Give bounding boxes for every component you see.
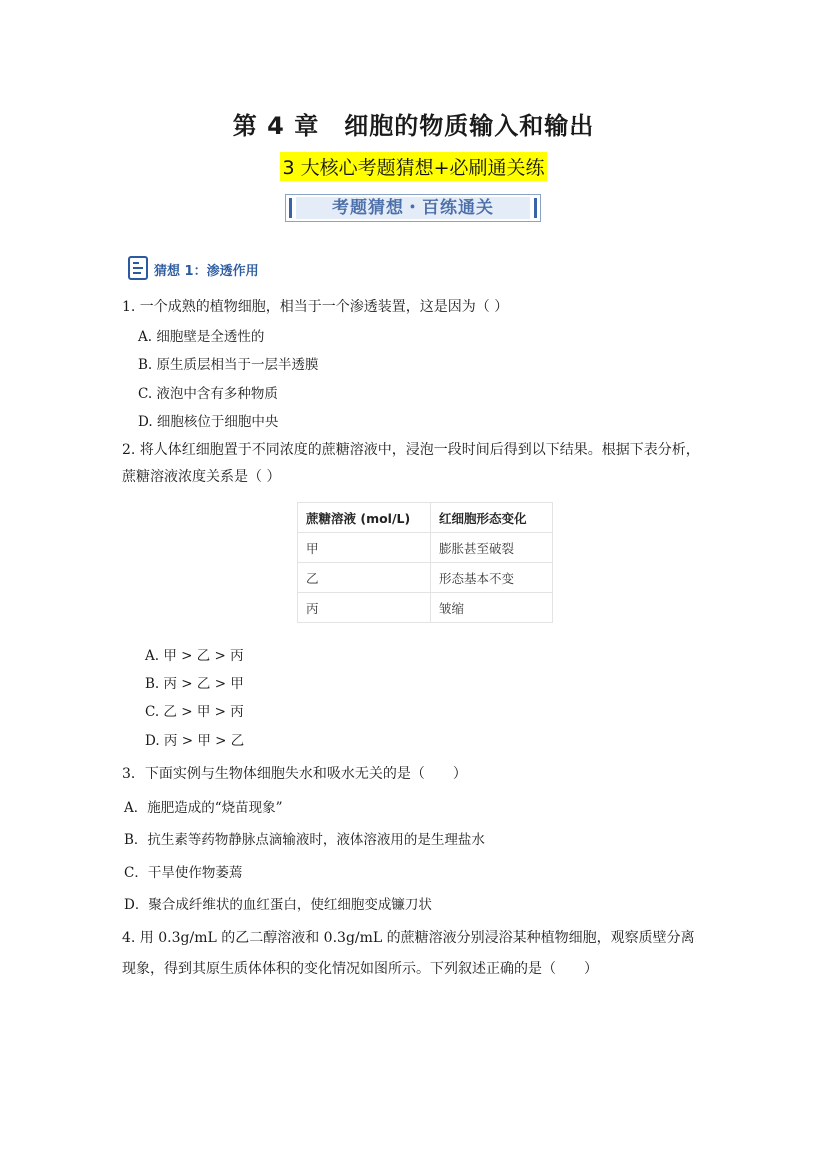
table-row [298, 593, 553, 623]
table-cell: 皱缩 [431, 593, 553, 623]
question-3-option-a: A．施肥造成的“烧苗现象” [124, 800, 283, 816]
table-cell: 甲 [298, 533, 431, 563]
question-3-option-b: B．抗生素等药物静脉点滴输液时，液体溶液用的是生理盐水 [124, 832, 485, 848]
table-cell: 膨胀甚至破裂 [431, 533, 553, 563]
banner-right-bar [534, 198, 537, 218]
table-cell: 形态基本不变 [431, 563, 553, 593]
table-row [298, 563, 553, 593]
section-banner [285, 194, 541, 222]
guess-label: 猜想 1：渗透作用 [154, 264, 259, 279]
question-1-option-c: C. 液泡中含有多种物质 [138, 386, 278, 402]
question-3-option-c: C．干旱使作物萎蔫 [124, 865, 243, 881]
table-cell: 乙 [298, 563, 431, 593]
banner-left-bar [289, 198, 292, 218]
question-2-option-a: A. 甲 > 乙 > 丙 [145, 648, 244, 664]
question-1-option-b: B. 原生质层相当于一层半透膜 [138, 357, 319, 373]
checklist-icon [128, 256, 148, 280]
question-2-stem-line-1: 2. 将人体红细胞置于不同浓度的蔗糖溶液中，浸泡一段时间后得到以下结果。根据下表分析， [122, 442, 700, 458]
question-4-stem-line-2: 现象，得到其原生质体体积的变化情况如图所示。下列叙述正确的是（ ） [122, 961, 598, 977]
question-4-stem-line-1: 4. 用 0.3g/mL 的乙二醇溶液和 0.3g/mL 的蔗糖溶液分别浸浴某种植物细胞，观察质壁分离 [122, 930, 695, 946]
table-header-cell: 红细胞形态变化 [431, 503, 553, 533]
subtitle-highlight: 3 大核心考题猜想+必刷通关练 [280, 152, 546, 181]
question-2-option-b: B. 丙 > 乙 > 甲 [145, 676, 244, 692]
question-2-stem-line-2: 蔗糖溶液浓度关系是（ ） [122, 469, 281, 485]
question-3-stem: 3．下面实例与生物体细胞失水和吸水无关的是（ ） [122, 766, 467, 782]
question-1-stem: 1. 一个成熟的植物细胞，相当于一个渗透装置，这是因为（ ） [122, 299, 509, 315]
table-header-row [298, 503, 553, 533]
red-cell-table [297, 502, 553, 623]
question-1-option-a: A. 细胞壁是全透性的 [138, 329, 265, 345]
table-cell: 丙 [298, 593, 431, 623]
page-title: 第 4 章 细胞的物质输入和输出 [232, 112, 595, 140]
subtitle-wrap [0, 152, 827, 181]
question-2-option-c: C. 乙 > 甲 > 丙 [145, 704, 244, 720]
banner-label: 考题猜想・百练通关 [296, 197, 530, 219]
question-3-option-d: D．聚合成纤维状的血红蛋白，使红细胞变成镰刀状 [124, 897, 432, 913]
table-row [298, 533, 553, 563]
table-header-cell: 蔗糖溶液 (mol/L) [298, 503, 431, 533]
question-1-option-d: D. 细胞核位于细胞中央 [138, 414, 279, 430]
question-2-option-d: D. 丙 > 甲 > 乙 [145, 733, 245, 749]
